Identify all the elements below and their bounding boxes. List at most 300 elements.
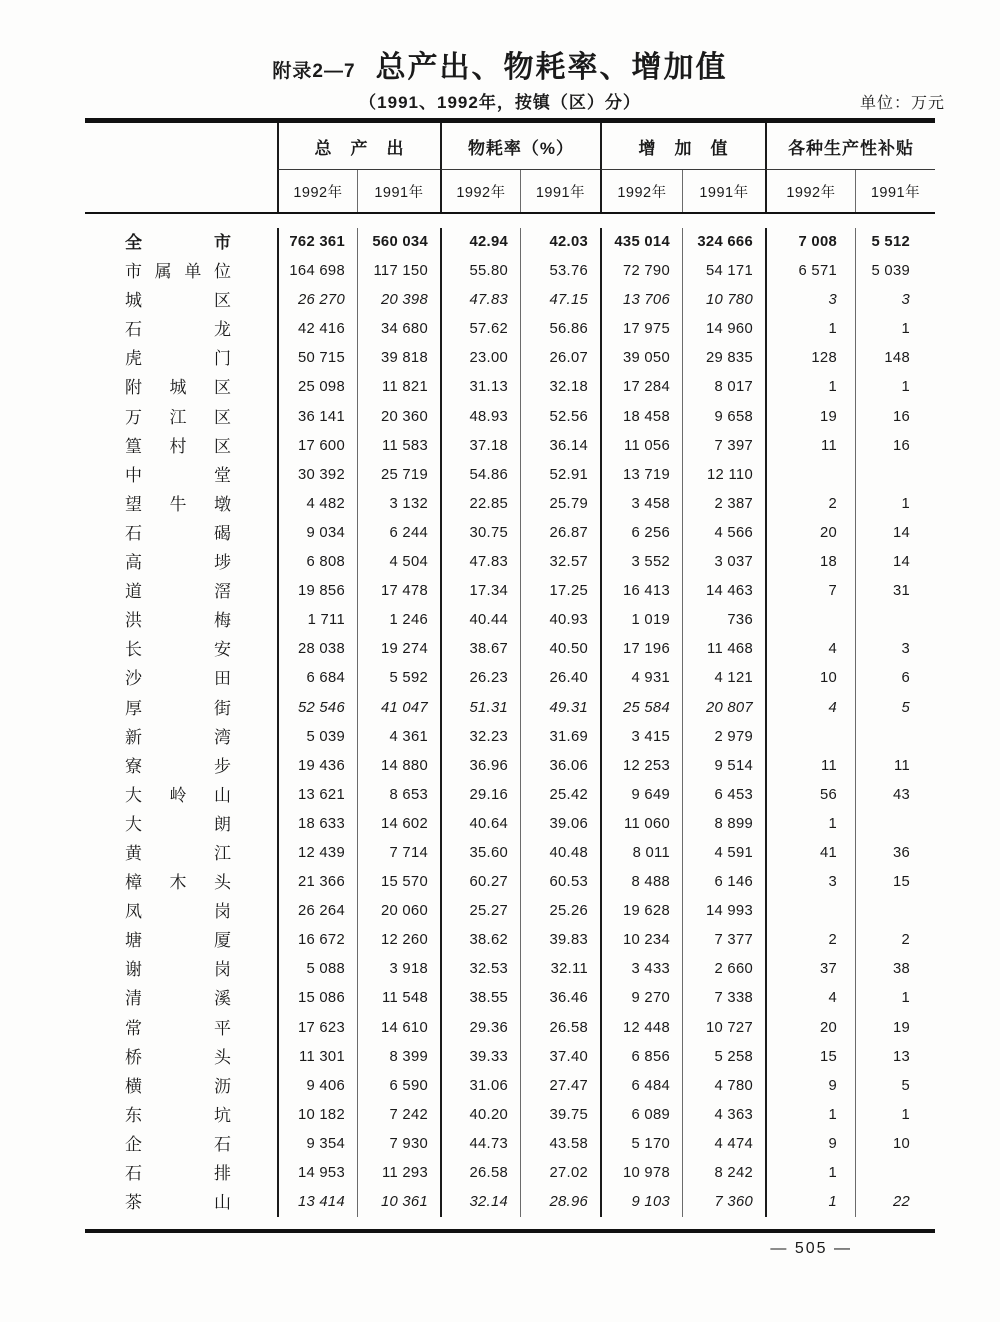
cell-value: 39.75: [520, 1101, 600, 1130]
cell-value: 15 086: [277, 984, 357, 1013]
cell-value: 27.02: [520, 1159, 600, 1188]
cell-value: 20 060: [357, 897, 440, 926]
cell-value: 32.18: [520, 373, 600, 402]
cell-value: 20 360: [357, 403, 440, 432]
cell-value: 47.83: [440, 286, 520, 315]
unit-label: 单位：万元: [859, 95, 945, 112]
cell-value: 38.67: [440, 635, 520, 664]
cell-value: 19: [855, 1014, 935, 1043]
cell-value: 14: [855, 519, 935, 548]
cell-value: 20 398: [357, 286, 440, 315]
cell-value: 48.93: [440, 403, 520, 432]
cell-value: 42.03: [520, 228, 600, 257]
cell-value: 14 953: [277, 1159, 357, 1188]
table-row: [85, 577, 935, 606]
cell-value: 7 397: [682, 432, 765, 461]
cell-value: 32.53: [440, 955, 520, 984]
cell-value: 13 706: [600, 286, 682, 315]
row-label: 长安: [125, 640, 231, 660]
group-header-consumption-rate: 物耗率（%）: [440, 123, 600, 170]
cell-value: 26.58: [440, 1159, 520, 1188]
cell-value: 22: [855, 1188, 935, 1217]
cell-value: 5: [855, 694, 935, 723]
row-label: 万江区: [125, 407, 231, 427]
cell-value: 25.79: [520, 490, 600, 519]
cell-value: 11 301: [277, 1043, 357, 1072]
row-label: 附城区: [125, 378, 231, 398]
cell-value: 13 414: [277, 1188, 357, 1217]
cell-value: 10 234: [600, 926, 682, 955]
cell-value: 28.96: [520, 1188, 600, 1217]
group-header-added-value: 增 加 值: [600, 123, 765, 170]
row-label: 新湾: [125, 727, 231, 747]
cell-value: 53.76: [520, 257, 600, 286]
cell-value: 3 415: [600, 723, 682, 752]
cell-value: 1: [855, 490, 935, 519]
row-label: 黄江: [125, 843, 231, 863]
cell-value: 47.83: [440, 548, 520, 577]
cell-value: 7 008: [765, 228, 855, 257]
cell-value: 14 960: [682, 315, 765, 344]
cell-value: 15 570: [357, 868, 440, 897]
row-label: 东坑: [125, 1105, 231, 1125]
table-row: [85, 1043, 935, 1072]
cell-value: 14 602: [357, 810, 440, 839]
cell-value: 9: [765, 1130, 855, 1159]
cell-value: 13: [855, 1043, 935, 1072]
cell-value: 1: [855, 984, 935, 1013]
cell-value: 30.75: [440, 519, 520, 548]
cell-value: 7 338: [682, 984, 765, 1013]
table-row: [85, 1014, 935, 1043]
cell-value: 20: [765, 1014, 855, 1043]
cell-value: 17 623: [277, 1014, 357, 1043]
year-header: 1991年: [520, 170, 600, 212]
row-label: 横沥: [125, 1076, 231, 1096]
cell-value: 26.07: [520, 344, 600, 373]
cell-value: 12 439: [277, 839, 357, 868]
cell-value: 40.64: [440, 810, 520, 839]
table-row: [85, 432, 935, 461]
table-row: [85, 868, 935, 897]
appendix-label: 附录2—7: [272, 61, 356, 82]
cell-value: 27.47: [520, 1072, 600, 1101]
cell-value: [855, 810, 935, 839]
cell-value: 1 711: [277, 606, 357, 635]
cell-value: 9 649: [600, 781, 682, 810]
cell-value: 3 037: [682, 548, 765, 577]
cell-value: 5 088: [277, 955, 357, 984]
cell-value: 2 387: [682, 490, 765, 519]
cell-value: 60.27: [440, 868, 520, 897]
cell-value: 26 270: [277, 286, 357, 315]
cell-value: 6 684: [277, 664, 357, 693]
cell-value: 148: [855, 344, 935, 373]
cell-value: 5 512: [855, 228, 935, 257]
cell-value: 36: [855, 839, 935, 868]
cell-value: 10 727: [682, 1014, 765, 1043]
cell-value: 9 514: [682, 752, 765, 781]
cell-value: 9 658: [682, 403, 765, 432]
cell-value: 40.20: [440, 1101, 520, 1130]
table-row: [85, 839, 935, 868]
table-row: [85, 1101, 935, 1130]
cell-value: 10 780: [682, 286, 765, 315]
cell-value: 26.87: [520, 519, 600, 548]
cell-value: 39.83: [520, 926, 600, 955]
cell-value: 56: [765, 781, 855, 810]
cell-value: 4 591: [682, 839, 765, 868]
cell-value: 8 011: [600, 839, 682, 868]
cell-value: 12 260: [357, 926, 440, 955]
cell-value: 29 835: [682, 344, 765, 373]
title-row: [0, 42, 1000, 86]
cell-value: 2: [765, 926, 855, 955]
cell-value: 17 600: [277, 432, 357, 461]
cell-value: 14 993: [682, 897, 765, 926]
cell-value: 2: [855, 926, 935, 955]
table-row: [85, 403, 935, 432]
cell-value: 39.33: [440, 1043, 520, 1072]
cell-value: 19 436: [277, 752, 357, 781]
table-row: [85, 257, 935, 286]
row-label-header: [85, 123, 277, 170]
table-row: [85, 461, 935, 490]
table-row: [85, 897, 935, 926]
cell-value: 5 170: [600, 1130, 682, 1159]
cell-value: 36.46: [520, 984, 600, 1013]
table-row: [85, 228, 935, 257]
cell-value: 30 392: [277, 461, 357, 490]
page-number: — 505 —: [770, 1240, 852, 1257]
row-label: 茶山: [125, 1193, 231, 1213]
row-label: 常平: [125, 1018, 231, 1038]
table-row: [85, 548, 935, 577]
cell-value: 9 103: [600, 1188, 682, 1217]
cell-value: 4 363: [682, 1101, 765, 1130]
cell-value: 31: [855, 577, 935, 606]
cell-value: 2 979: [682, 723, 765, 752]
cell-value: [765, 461, 855, 490]
cell-value: 18 633: [277, 810, 357, 839]
cell-value: 164 698: [277, 257, 357, 286]
cell-value: 1: [855, 1101, 935, 1130]
cell-value: 6 089: [600, 1101, 682, 1130]
cell-value: 40.48: [520, 839, 600, 868]
cell-value: 15: [765, 1043, 855, 1072]
row-label: 大岭山: [125, 785, 231, 805]
cell-value: 8 653: [357, 781, 440, 810]
cell-value: 41 047: [357, 694, 440, 723]
cell-value: 435 014: [600, 228, 682, 257]
table-row: [85, 344, 935, 373]
cell-value: 4 566: [682, 519, 765, 548]
cell-value: 9 270: [600, 984, 682, 1013]
cell-value: 40.44: [440, 606, 520, 635]
cell-value: 3 918: [357, 955, 440, 984]
cell-value: 14 880: [357, 752, 440, 781]
cell-value: 8 017: [682, 373, 765, 402]
cell-value: 9: [765, 1072, 855, 1101]
cell-value: 1: [765, 810, 855, 839]
cell-value: 37.18: [440, 432, 520, 461]
cell-value: 19: [765, 403, 855, 432]
statistics-table: [85, 118, 935, 1233]
cell-value: 38.55: [440, 984, 520, 1013]
cell-value: 36.14: [520, 432, 600, 461]
cell-value: 26.58: [520, 1014, 600, 1043]
cell-value: [855, 606, 935, 635]
cell-value: [855, 897, 935, 926]
year-header: 1992年: [600, 170, 682, 212]
table-row: [85, 490, 935, 519]
cell-value: 38.62: [440, 926, 520, 955]
cell-value: 47.15: [520, 286, 600, 315]
cell-value: 42.94: [440, 228, 520, 257]
cell-value: 3: [765, 868, 855, 897]
cell-value: 5 039: [855, 257, 935, 286]
cell-value: 17 284: [600, 373, 682, 402]
row-label: 桥头: [125, 1047, 231, 1067]
cell-value: 16 413: [600, 577, 682, 606]
cell-value: 44.73: [440, 1130, 520, 1159]
table-row: [85, 810, 935, 839]
cell-value: 37.40: [520, 1043, 600, 1072]
cell-value: 6 571: [765, 257, 855, 286]
cell-value: 32.57: [520, 548, 600, 577]
cell-value: 7 360: [682, 1188, 765, 1217]
table-row: [85, 781, 935, 810]
cell-value: 128: [765, 344, 855, 373]
row-label: 中堂: [125, 465, 231, 485]
cell-value: 23.00: [440, 344, 520, 373]
cell-value: 19 274: [357, 635, 440, 664]
cell-value: 11: [765, 752, 855, 781]
cell-value: 7 930: [357, 1130, 440, 1159]
row-label: 市属单位: [125, 262, 231, 282]
cell-value: 736: [682, 606, 765, 635]
cell-value: 39 818: [357, 344, 440, 373]
cell-value: 6 453: [682, 781, 765, 810]
row-label: 清溪: [125, 989, 231, 1009]
cell-value: [855, 461, 935, 490]
cell-value: 14 610: [357, 1014, 440, 1043]
year-header: 1992年: [440, 170, 520, 212]
cell-value: 6 590: [357, 1072, 440, 1101]
cell-value: 11 056: [600, 432, 682, 461]
cell-value: 29.36: [440, 1014, 520, 1043]
cell-value: [855, 1159, 935, 1188]
cell-value: 11 583: [357, 432, 440, 461]
table-row: [85, 664, 935, 693]
cell-value: 17 478: [357, 577, 440, 606]
cell-value: 11 821: [357, 373, 440, 402]
cell-value: 19 856: [277, 577, 357, 606]
cell-value: 49.31: [520, 694, 600, 723]
cell-value: [765, 723, 855, 752]
cell-value: 7: [765, 577, 855, 606]
cell-value: 4 482: [277, 490, 357, 519]
row-label: 望牛墩: [125, 494, 231, 514]
table-row: [85, 752, 935, 781]
table-row: [85, 955, 935, 984]
cell-value: 25.26: [520, 897, 600, 926]
year-header: 1992年: [765, 170, 855, 212]
cell-value: 38: [855, 955, 935, 984]
cell-value: 12 110: [682, 461, 765, 490]
cell-value: 14 463: [682, 577, 765, 606]
cell-value: 4 504: [357, 548, 440, 577]
row-label: 谢岗: [125, 960, 231, 980]
cell-value: 1: [765, 373, 855, 402]
table-row: [85, 984, 935, 1013]
cell-value: 40.93: [520, 606, 600, 635]
cell-value: 3: [855, 286, 935, 315]
cell-value: 16: [855, 432, 935, 461]
cell-value: 11 293: [357, 1159, 440, 1188]
row-label: 石龙: [125, 320, 231, 340]
cell-value: 18: [765, 548, 855, 577]
table-row: [85, 1188, 935, 1217]
cell-value: 37: [765, 955, 855, 984]
cell-value: 1: [765, 315, 855, 344]
cell-value: 7 714: [357, 839, 440, 868]
cell-value: [765, 897, 855, 926]
row-label: 洪梅: [125, 611, 231, 631]
cell-value: 35.60: [440, 839, 520, 868]
cell-value: 2 660: [682, 955, 765, 984]
cell-value: 13 719: [600, 461, 682, 490]
cell-value: 5 039: [277, 723, 357, 752]
cell-value: 25.27: [440, 897, 520, 926]
cell-value: 3: [855, 635, 935, 664]
row-label: 大朗: [125, 814, 231, 834]
row-label: 沙田: [125, 669, 231, 689]
cell-value: 52 546: [277, 694, 357, 723]
cell-value: 1: [855, 315, 935, 344]
cell-value: 8 242: [682, 1159, 765, 1188]
cell-value: 3 433: [600, 955, 682, 984]
cell-value: 51.31: [440, 694, 520, 723]
year-header: 1992年: [277, 170, 357, 212]
cell-value: 31.13: [440, 373, 520, 402]
row-label: 塘厦: [125, 931, 231, 951]
year-header-blank: [85, 170, 277, 212]
cell-value: 31.06: [440, 1072, 520, 1101]
cell-value: 40.50: [520, 635, 600, 664]
cell-value: 9 354: [277, 1130, 357, 1159]
cell-value: 8 899: [682, 810, 765, 839]
cell-value: 7 242: [357, 1101, 440, 1130]
cell-value: 42 416: [277, 315, 357, 344]
cell-value: 20 807: [682, 694, 765, 723]
row-label: 全市: [125, 233, 231, 252]
cell-value: 21 366: [277, 868, 357, 897]
table-row: [85, 723, 935, 752]
cell-value: 14: [855, 548, 935, 577]
cell-value: 60.53: [520, 868, 600, 897]
cell-value: 1 246: [357, 606, 440, 635]
cell-value: 12 253: [600, 752, 682, 781]
cell-value: 72 790: [600, 257, 682, 286]
cell-value: 1 019: [600, 606, 682, 635]
cell-value: 1: [765, 1188, 855, 1217]
cell-value: 1: [765, 1101, 855, 1130]
cell-value: 25 584: [600, 694, 682, 723]
cell-value: 1: [765, 1159, 855, 1188]
cell-value: 10: [855, 1130, 935, 1159]
cell-value: 12 448: [600, 1014, 682, 1043]
cell-value: 32.14: [440, 1188, 520, 1217]
subtitle: （1991、1992年，按镇（区）分）: [359, 93, 641, 112]
cell-value: 17 196: [600, 635, 682, 664]
cell-value: 16: [855, 403, 935, 432]
cell-value: [855, 723, 935, 752]
table-row: [85, 315, 935, 344]
table-row: [85, 926, 935, 955]
cell-value: 43.58: [520, 1130, 600, 1159]
cell-value: 56.86: [520, 315, 600, 344]
row-label: 虎门: [125, 349, 231, 369]
row-label: 凤岗: [125, 902, 231, 922]
cell-value: 39 050: [600, 344, 682, 373]
cell-value: 6 244: [357, 519, 440, 548]
cell-value: 50 715: [277, 344, 357, 373]
row-label: 石排: [125, 1164, 231, 1183]
table-row: [85, 635, 935, 664]
cell-value: 4 474: [682, 1130, 765, 1159]
cell-value: 54 171: [682, 257, 765, 286]
year-header: 1991年: [357, 170, 440, 212]
cell-value: 6: [855, 664, 935, 693]
cell-value: 26 264: [277, 897, 357, 926]
cell-value: 324 666: [682, 228, 765, 257]
cell-value: 6 146: [682, 868, 765, 897]
cell-value: 9 034: [277, 519, 357, 548]
row-label: 樟木头: [125, 873, 231, 893]
cell-value: 34 680: [357, 315, 440, 344]
row-label: 城区: [125, 291, 231, 311]
cell-value: 39.06: [520, 810, 600, 839]
cell-value: 29.16: [440, 781, 520, 810]
cell-value: 117 150: [357, 257, 440, 286]
cell-value: 4 361: [357, 723, 440, 752]
cell-value: 10: [765, 664, 855, 693]
cell-value: 11 548: [357, 984, 440, 1013]
cell-value: 3 132: [357, 490, 440, 519]
table-body: [85, 214, 935, 1229]
group-header-total-output: 总 产 出: [277, 123, 440, 170]
cell-value: 25.42: [520, 781, 600, 810]
cell-value: 17.25: [520, 577, 600, 606]
year-header: 1991年: [855, 170, 935, 212]
table-row: [85, 1159, 935, 1188]
cell-value: 43: [855, 781, 935, 810]
cell-value: 13 621: [277, 781, 357, 810]
cell-value: 3 552: [600, 548, 682, 577]
cell-value: 18 458: [600, 403, 682, 432]
cell-value: 11 060: [600, 810, 682, 839]
page-title: 总产出、物耗率、增加值: [375, 51, 728, 84]
cell-value: 4: [765, 635, 855, 664]
cell-value: 3 458: [600, 490, 682, 519]
cell-value: 22.85: [440, 490, 520, 519]
cell-value: 10 182: [277, 1101, 357, 1130]
cell-value: 26.40: [520, 664, 600, 693]
cell-value: 8 399: [357, 1043, 440, 1072]
cell-value: 4 780: [682, 1072, 765, 1101]
cell-value: 36.96: [440, 752, 520, 781]
